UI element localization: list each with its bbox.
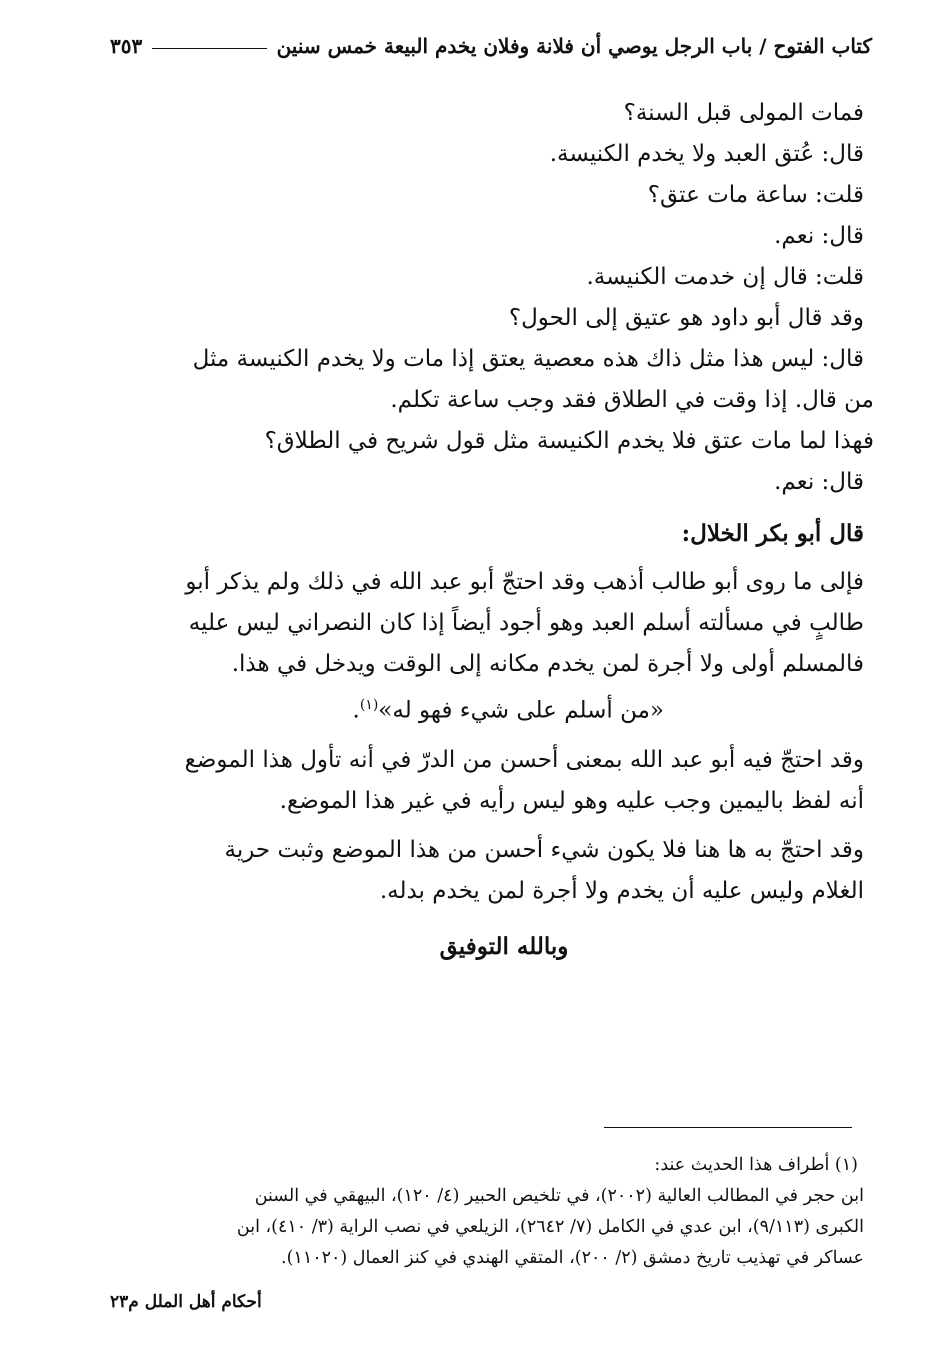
text-line: الغلام وليس عليه أن يخدم ولا أجرة لمن يخدم بدله. (379, 877, 864, 904)
closing-phrase: وبالله التوفيق (439, 932, 569, 960)
text-line: قال: عُتق العبد ولا يخدم الكنيسة. (549, 141, 864, 167)
footnote-ref: (١) (359, 697, 379, 713)
running-header-title: كتاب الفتوح / باب الرجل يوصي أن فلانة وفلان يخدم البيعة خمس سنين (276, 34, 872, 58)
running-header (110, 28, 872, 64)
footnote-line: عساكر في تهذيب تاريخ دمشق (٢/ ٢٠٠)، المتقي الهندي في كنز العمال (١١٠٢٠). (281, 1248, 864, 1268)
text-line: قال: ليس هذا مثل ذاك هذه معصية يعتق إذا مات ولا يخدم الكنيسة مثل (192, 346, 864, 372)
text-line: من قال. إذا وقت في الطلاق فقد وجب ساعة تكلم. (390, 387, 874, 413)
footnote-rule (604, 1127, 852, 1128)
text-line: طالبٍ في مسألته أسلم العبد وهو أجود أيضاً إذا كان النصراني ليس عليه (188, 610, 864, 636)
text-line: أنه لفظ باليمين وجب عليه وهو ليس رأيه في غير هذا الموضع. (279, 787, 864, 814)
text-line: وقد احتجّ به ها هنا فلا يكون شيء أحسن من هذا الموضع وثبت حرية (224, 836, 864, 863)
text-line: قلت: قال إن خدمت الكنيسة. (586, 264, 864, 290)
page-number: ٣٥٣ (110, 34, 143, 58)
text-line: فمات المولى قبل السنة؟ (623, 100, 864, 126)
text-line: فهذا لما مات عتق فلا يخدم الكنيسة مثل قول شريح في الطلاق؟ (264, 428, 874, 454)
text-line: وقد احتجّ فيه أبو عبد الله بمعنى أحسن من الدرّ في أنه تأول هذا الموضع (184, 746, 864, 773)
text-line: قال: نعم. (774, 469, 864, 495)
printer-signature: أحكام أهل الملل م٢٣ (110, 1292, 262, 1312)
footnote-line: الكبرى (٩/١١٣)، ابن عدي في الكامل (٧/ ٢٦٤٢)، الزيلعي في نصب الراية (٣/ ٤١٠)، ابن (236, 1217, 864, 1237)
hadith-quote (104, 685, 864, 732)
header-rule (152, 48, 266, 49)
main-text (104, 93, 874, 967)
footnote-line: (١) أطراف هذا الحديث عند: (654, 1155, 858, 1175)
text-line: قال: نعم. (774, 223, 864, 249)
quote-text: «من أسلم على شيء فهو له» (378, 697, 664, 724)
section-heading: قال أبو بكر الخلال: (681, 520, 864, 547)
quote-end: . (352, 697, 360, 724)
footnotes (104, 1150, 864, 1274)
text-line: قلت: ساعة مات عتق؟ (647, 182, 864, 208)
text-line: وقد قال أبو داود هو عتيق إلى الحول؟ (508, 305, 864, 331)
text-line: فإلى ما روى أبو طالب أذهب وقد احتجّ أبو عبد الله في ذلك ولم يذكر أبو (185, 569, 864, 595)
text-line: فالمسلم أولى ولا أجرة لمن يخدم مكانه إلى الوقت ويدخل في هذا. (231, 651, 864, 677)
footnote-line: ابن حجر في المطالب العالية (٢٠٠٢)، في تلخيص الحبير (٤/ ١٢٠)، البيهقي في السنن (254, 1186, 864, 1206)
